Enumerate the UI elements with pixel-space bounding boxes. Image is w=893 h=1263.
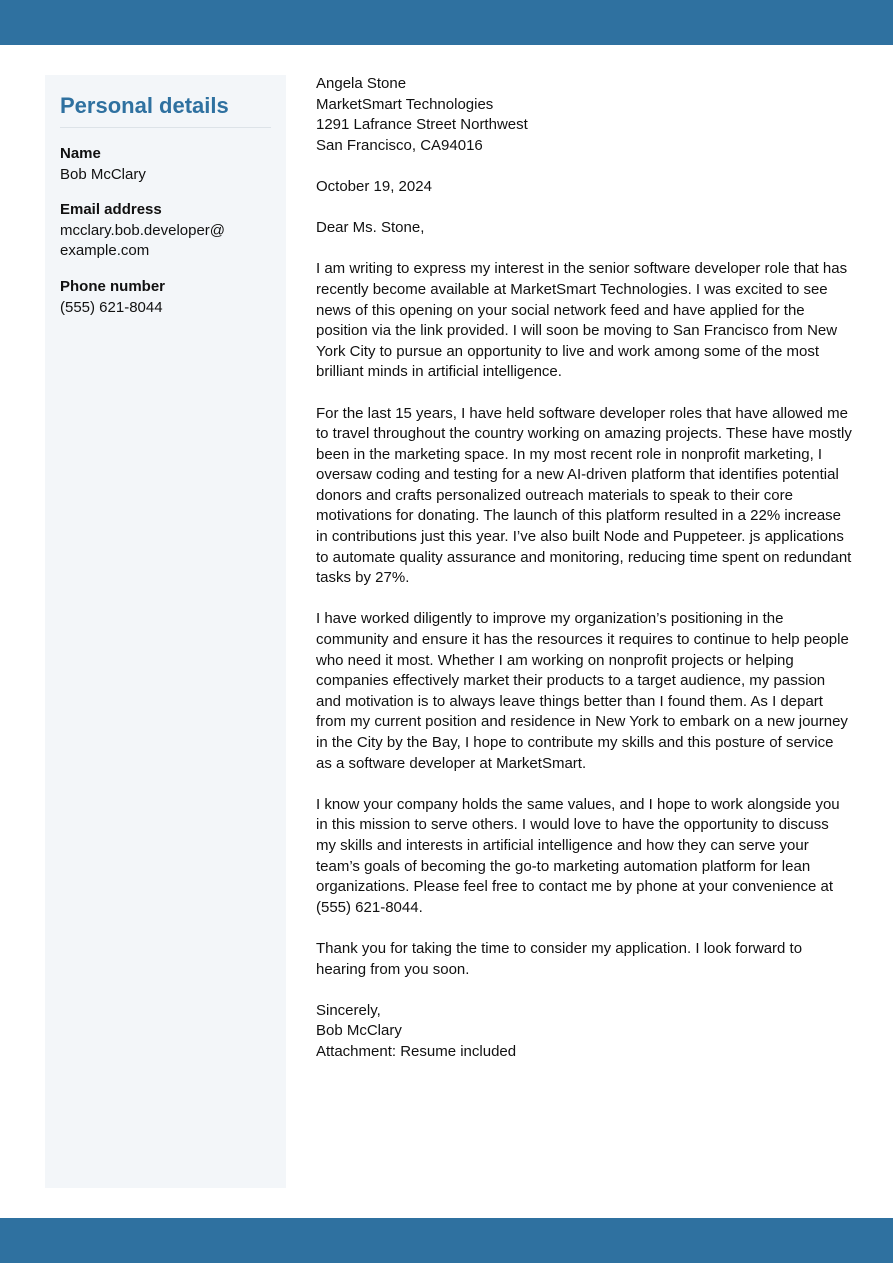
phone-label: Phone number — [60, 277, 166, 295]
closing: Sincerely, — [316, 1001, 381, 1019]
email-label: Email address — [60, 201, 162, 219]
phone-value: (555) 621-8044 — [60, 298, 163, 316]
attachment-note: Attachment: Resume included — [316, 1042, 517, 1060]
footer-band — [0, 1218, 893, 1263]
header-band — [0, 0, 893, 45]
name-field — [60, 144, 271, 185]
phone-field — [60, 277, 271, 318]
paragraph: I am writing to express my interest in the senior software developer role that has recently become available at MarketSmart Technologies. I was excited to see news of this opening on your social network feed and have applied for the position via the link provided. I will soon be moving to San Francisco from New York City to pursue an opportunity to live and work among some of the most brilliant minds in artificial intelligence. — [316, 260, 848, 381]
recipient-street: 1291 Lafrance Street Northwest — [316, 116, 528, 134]
signature: Bob McClary — [316, 1022, 402, 1040]
name-label: Name — [60, 145, 101, 162]
sign-off — [316, 1001, 852, 1063]
paragraph: I have worked diligently to improve my organization’s positioning in the community and ensure it has the resources it requires to continue to help people who need it most. Whether I am working on nonprofit projects or helping companies effectively market their products to a target audience, my passion and motivation is to always leave things better than I found them. As I depart from my current position and residence in New York to embark on a new journey in the City by the Bay, I hope to contribute my skills and this posture of service as a software developer at MarketSmart. — [316, 610, 849, 772]
name-value: Bob McClary — [60, 165, 146, 183]
email-field — [60, 200, 271, 262]
recipient-name: Angela Stone — [316, 75, 407, 92]
recipient-city: San Francisco, CA94016 — [316, 136, 483, 154]
personal-details-sidebar — [45, 75, 286, 1188]
recipient-company: MarketSmart Technologies — [316, 95, 494, 113]
email-value: mcclary.bob.developer@ example.com — [60, 221, 226, 260]
recipient-address — [316, 74, 852, 156]
paragraph: Thank you for taking the time to consider my application. I look forward to hearing from you soon. — [316, 939, 803, 978]
salutation: Dear Ms. Stone, — [316, 219, 425, 237]
paragraph: For the last 15 years, I have held software developer roles that have allowed me to travel throughout the country working on amazing projects. These have mostly been in the marketing space. In my most recent role in nonprofit marketing, I oversaw coding and testing for a new AI-driven platform that identifies potential donors and crafts personalized outreach materials to speak to their core motivations for donating. The launch of this platform resulted in a 22% increase in contributions just this year. I’ve also built Node and Puppeteer. js applications to automate quality assurance and monitoring, reducing time spent on redundant tasks by 27%. — [316, 404, 852, 587]
sidebar-title: Personal details — [60, 91, 271, 128]
letter-body — [316, 74, 852, 1083]
letter-date: October 19, 2024 — [316, 177, 432, 195]
paragraph: I know your company holds the same values, and I hope to work alongside you in this mission to serve others. I would love to have the opportunity to discuss my skills and interests in artificial intelligence and how they can serve your team’s goals of becoming the go-to marketing automation platform for lean organizations. Please feel free to contact me by phone at your convenience at (555) 621-8044. — [316, 795, 840, 916]
